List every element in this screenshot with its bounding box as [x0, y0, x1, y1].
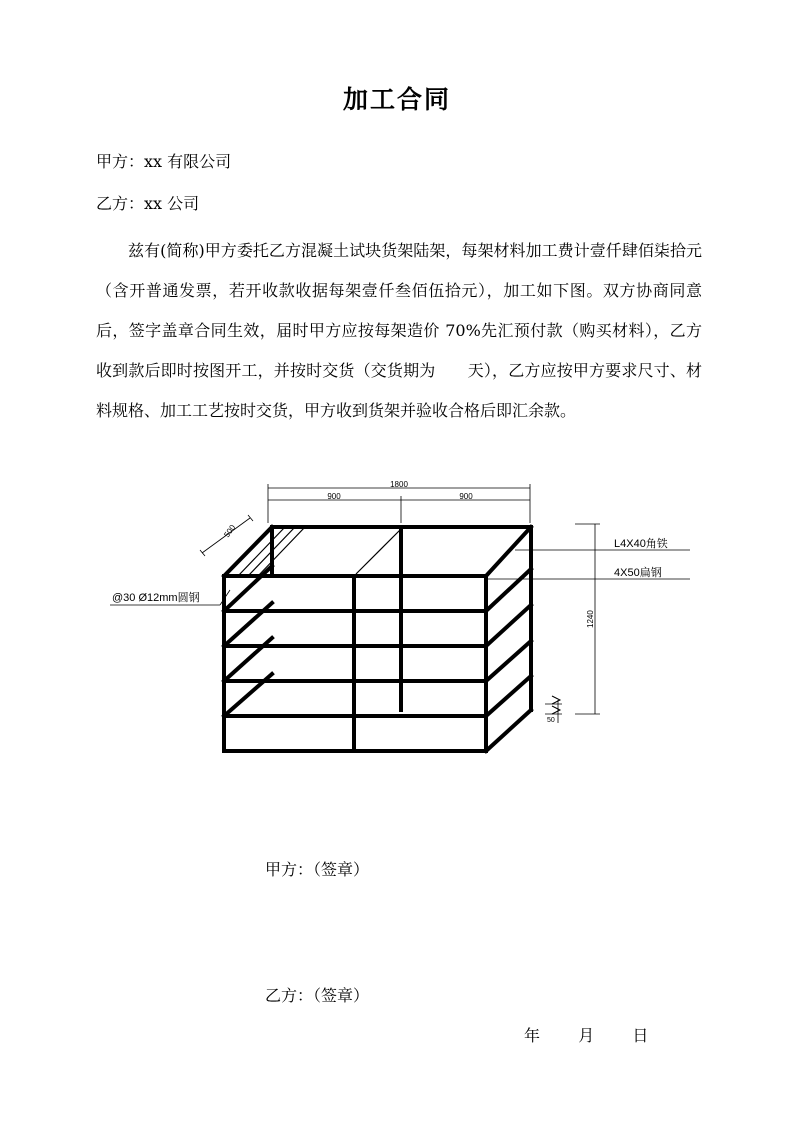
date-line	[524, 1023, 648, 1046]
signature-a: 甲方：（签章）	[265, 860, 370, 879]
dim-height-label: 1240	[586, 610, 595, 628]
dim-left-label: 900	[327, 492, 341, 501]
flat-steel-label: 4X50扁钢	[614, 567, 662, 579]
party-b-line: 乙方：xx 公司	[96, 194, 200, 213]
angle-iron-label: L4X40角铁	[614, 538, 668, 550]
date-day: 日	[632, 1026, 649, 1045]
document-title: 加工合同	[342, 85, 451, 114]
date-month: 月	[578, 1026, 595, 1045]
dim-total-label: 1800	[390, 480, 408, 489]
contract-body	[96, 231, 702, 431]
round-steel-label: @30 Ø12mm圆钢	[112, 592, 200, 604]
shelf-drawing	[100, 478, 720, 768]
date-year: 年	[524, 1026, 541, 1045]
dim-small-label: 50	[547, 717, 555, 724]
shelf-frame	[224, 527, 531, 751]
dim-right-label: 900	[459, 492, 473, 501]
party-a-line: 甲方：xx 有限公司	[96, 152, 232, 171]
small-arrows	[552, 696, 560, 714]
signature-b: 乙方：（签章）	[265, 986, 370, 1005]
dim-depth-label: 500	[222, 523, 238, 540]
contract-body-text: 兹有(简称)甲方委托乙方混凝土试块货架陆架，每架材料加工费计壹仟肆佰柒拾元（含开普通发票，若开收款收据每架壹仟叁佰伍拾元），加工如下图。双方协商同意后，签字盖章合同生效，届时甲方应按每架造价 70%先汇预付款（购买材料），乙方收到款后即时按图开工，并按时交货（交货期为 天），乙方应按甲方要求尺寸、材料规格、加工工艺按时交货，甲方收到货架并验收合格后即汇余款。	[96, 241, 702, 420]
